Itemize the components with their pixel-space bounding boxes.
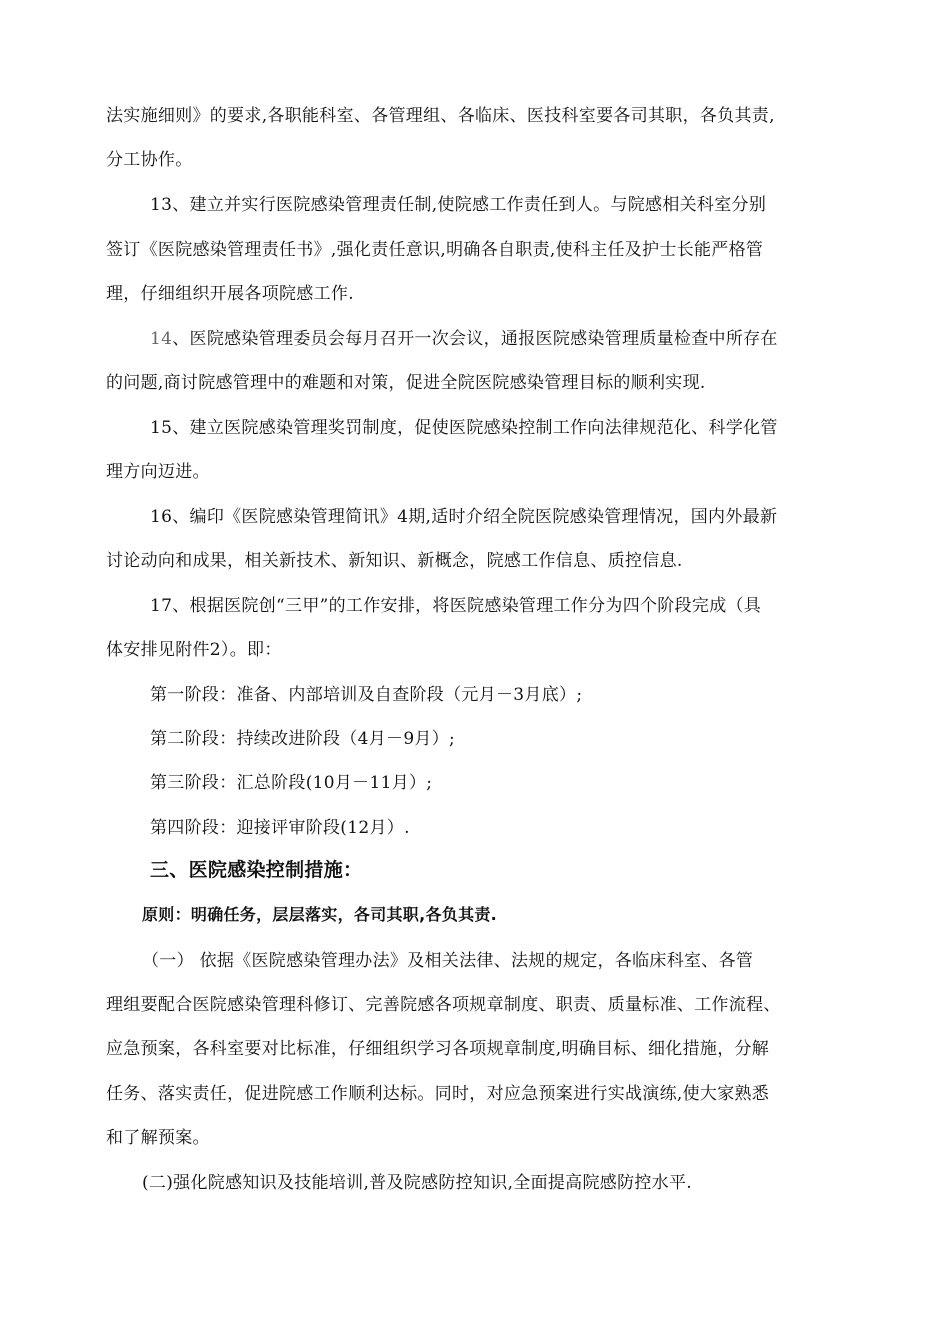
paragraph-line: 理，仔细组织开展各项院感工作.	[106, 284, 354, 304]
paragraph-line: 理方向迈进。	[106, 462, 210, 482]
paragraph-line: 和了解预案。	[106, 1128, 210, 1148]
paragraph-text: 、医院感染管理委员会每月召开一次会议，通报医院感染管理质量检查中所存在	[172, 329, 778, 349]
paragraph-line: 的问题,商讨院感管理中的难题和对策，促进全院医院感染管理目标的顺利实现.	[106, 373, 706, 393]
paragraph-line: 签订《医院感染管理责任书》,强化责任意识,明确各自职责,使科主任及护士长能严格管	[106, 240, 764, 260]
paragraph-line: 法实施细则》的要求,各职能科室、各管理组、各临床、医技科室要各司其职，各负其责,	[106, 106, 775, 126]
stage-line: 第四阶段：迎接评审阶段(12月）.	[150, 818, 410, 838]
paragraph-line: (二)强化院感知识及技能培训,普及院感防控知识,全面提高院感防控水平.	[142, 1173, 692, 1193]
paragraph-line: 17、根据医院创“三甲”的工作安排，将医院感染管理工作分为四个阶段完成（具	[150, 596, 762, 616]
stage-line: 第三阶段：汇总阶段(10月－11月）;	[150, 773, 433, 793]
stage-line: 第二阶段：持续改进阶段（4月－9月）;	[150, 729, 456, 749]
paragraph-line: （一） 依据《医院感染管理办法》及相关法律、法规的规定，各临床科室、各管	[142, 951, 754, 971]
paragraph-line	[150, 327, 778, 351]
principle-text: 原则：明确任务，层层落实，各司其职,各负其责.	[142, 905, 498, 924]
paragraph-line: 16、编印《医院感染管理简讯》4期,适时介绍全院医院感染管理情况，国内外最新	[150, 507, 778, 527]
paragraph-line: 分工协作。	[106, 150, 193, 170]
paragraph-line: 任务、落实责任，促进院感工作顺利达标。同时，对应急预案进行实战演练,使大家熟悉	[106, 1084, 770, 1104]
paragraph-line: 讨论动向和成果，相关新技术、新知识、新概念，院感工作信息、质控信息.	[106, 551, 683, 571]
paragraph-line: 体安排见附件2）。即：	[106, 640, 282, 660]
paragraph-line: 应急预案，各科室要对比标准，仔细组织学习各项规章制度,明确目标、细化措施，分解	[106, 1039, 770, 1059]
section-heading: 三、医院感染控制措施：	[150, 859, 363, 881]
stage-line: 第一阶段：准备、内部培训及自查阶段（元月－3月底）;	[150, 685, 583, 705]
paragraph-line: 理组要配合医院感染管理科修订、完善院感各项规章制度、职责、质量标准、工作流程、	[106, 995, 781, 1015]
paragraph-line: 15、建立医院感染管理奖罚制度，促使医院感染控制工作向法律规范化、科学化管	[150, 418, 778, 438]
paragraph-line: 13、建立并实行医院感染管理责任制,使院感工作责任到人。与院感相关科室分别	[150, 195, 767, 215]
item-number: 14	[150, 329, 173, 349]
